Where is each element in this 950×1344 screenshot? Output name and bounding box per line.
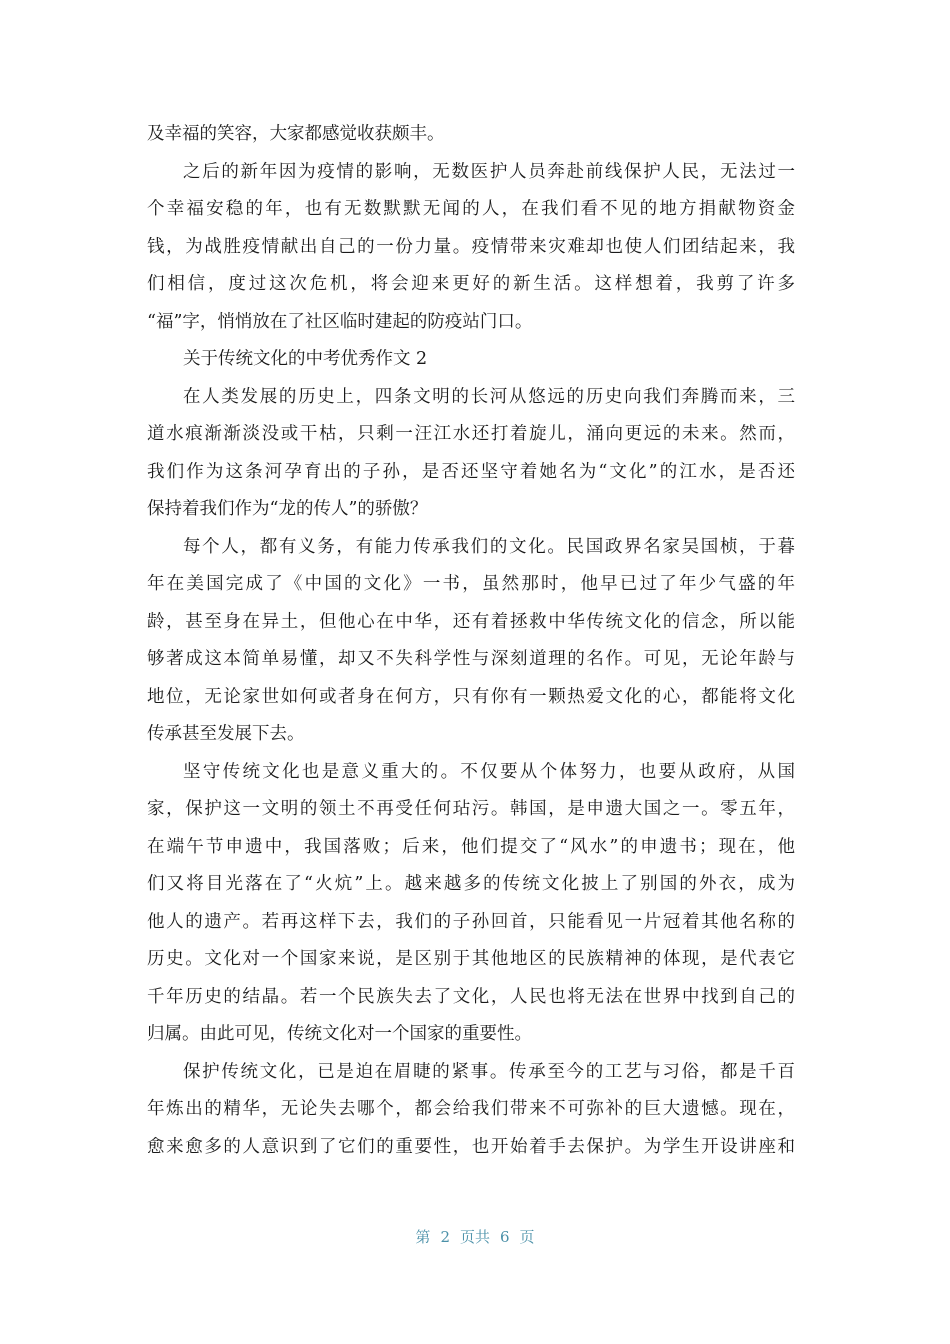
text-line: 龄，甚至身在异土，但他心在中华，还有着拯救中华传统文化的信念，所以能 [147, 611, 795, 632]
text-line: 地位，无论家世如何或者身在何方，只有你有一颗热爱文化的心，都能将文化 [147, 686, 795, 707]
text-line: 他人的遗产。若再这样下去，我们的子孙回首，只能看见一片冠着其他名称的 [147, 911, 795, 932]
text-line: 传承甚至发展下去。 [147, 724, 305, 744]
text-line: 及幸福的笑容，大家都感觉收获颇丰。 [147, 124, 445, 144]
page-middle-text: 页共 [459, 1228, 490, 1246]
text-line: 在端午节申遗中，我国落败；后来，他们提交了“风水”的申遗书；现在，他 [147, 836, 795, 857]
text-line: 个幸福安稳的年，也有无数默默无闻的人，在我们看不见的地方捐献物资金 [147, 199, 795, 219]
total-pages-number: 6 [500, 1228, 510, 1246]
paragraph-start-line: 坚守传统文化也是意义重大的。不仅要从个体努力，也要从政府，从国 [183, 761, 795, 782]
text-line: 历史。文化对一个国家来说，是区别于其他地区的民族精神的体现，是代表它 [147, 949, 795, 969]
text-line: 愈来愈多的人意识到了它们的重要性，也开始着手去保护。为学生开设讲座和 [147, 1136, 795, 1157]
page-footer [0, 1226, 950, 1247]
document-body [147, 116, 795, 1166]
text-line: “福”字，悄悄放在了社区临时建起的防疫站门口。 [147, 311, 533, 332]
text-line: 我们作为这条河孕育出的子孙，是否还坚守着她名为“文化”的江水，是否还 [147, 461, 795, 482]
text-line: 保持着我们作为“龙的传人”的骄傲？ [147, 499, 428, 519]
paragraph-start-line: 保护传统文化，已是迫在眉睫的紧事。传承至今的工艺与习俗，都是千百 [183, 1061, 795, 1082]
text-line: 千年历史的结晶。若一个民族失去了文化，人民也将无法在世界中找到自己的 [147, 986, 795, 1007]
essay-title: 关于传统文化的中考优秀作文 2 [183, 349, 428, 369]
text-line: 年炼出的精华，无论失去哪个，都会给我们带来不可弥补的巨大遗憾。现在， [147, 1099, 795, 1119]
paragraph-start-line: 之后的新年因为疫情的影响，无数医护人员奔赴前线保护人民，无法过一 [183, 161, 795, 182]
text-line: 钱，为战胜疫情献出自己的一份力量。疫情带来灾难却也使人们团结起来，我 [147, 236, 795, 257]
paragraph-start-line: 每个人，都有义务，有能力传承我们的文化。民国政界名家吴国桢，于暮 [183, 536, 795, 557]
paragraph-start-line: 在人类发展的历史上，四条文明的长河从悠远的历史向我们奔腾而来，三 [183, 386, 795, 407]
page-suffix: 页 [519, 1228, 535, 1246]
page-prefix: 第 [415, 1228, 431, 1246]
text-line: 家，保护这一文明的领土不再受任何玷污。韩国，是申遗大国之一。零五年， [147, 799, 795, 819]
current-page-number: 2 [440, 1228, 450, 1246]
text-line: 们相信，度过这次危机，将会迎来更好的新生活。这样想着，我剪了许多 [147, 274, 795, 294]
text-line: 道水痕渐渐淡没或干枯，只剩一汪江水还打着旋儿，涌向更远的未来。然而， [147, 424, 795, 444]
text-line: 年在美国完成了《中国的文化》一书，虽然那时，他早已过了年少气盛的年 [147, 574, 795, 594]
text-line: 归属。由此可见，传统文化对一个国家的重要性。 [147, 1024, 532, 1044]
text-line: 们又将目光落在了“火炕”上。越来越多的传统文化披上了别国的外衣，成为 [147, 874, 795, 894]
text-line: 够著成这本简单易懂，却又不失科学性与深刻道理的名作。可见，无论年龄与 [147, 649, 795, 669]
